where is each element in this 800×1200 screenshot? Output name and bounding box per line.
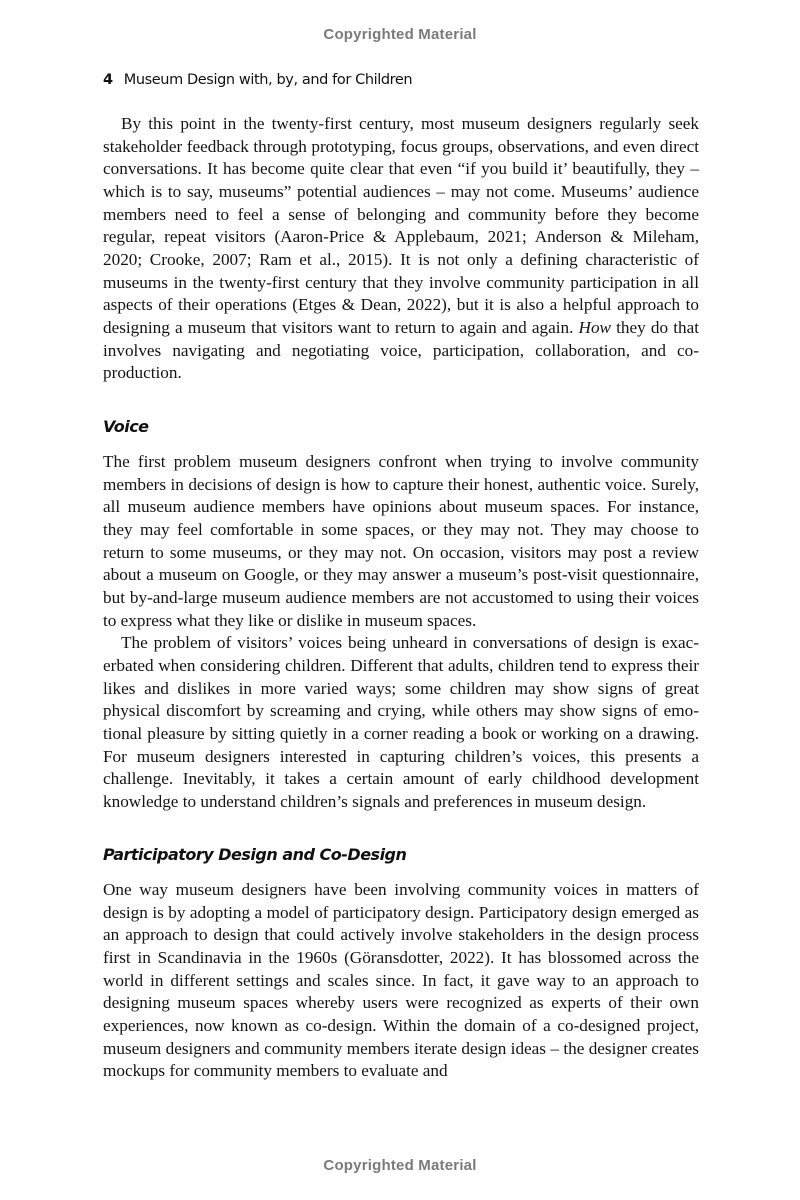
intro-emphasis: How (578, 317, 612, 337)
intro-text-b: they do that involves navigating and negotiating voice, participation, collaboration, and co-production. (103, 317, 699, 383)
intro-paragraph (103, 113, 699, 385)
voice-paragraph-2: The problem of visitors’ voices being unheard in conversations of design is exacerbated when considering children. Different that adults, children tend to express their likes and dislikes in more varied ways; some children may show signs of great physical discomfort by screaming and crying, while others may show signs of emotional pleasure by sitting quietly in a corner reading a book or working on a drawing. For museum designers interested in capturing children’s voices, this presents a challenge. Inevitably, it takes a certain amount of early childhood development knowledge to understand children’s signals and preferences in museum design. (103, 633, 699, 811)
section-heading-voice: Voice (103, 417, 149, 436)
copyright-watermark-bottom: Copyrighted Material (323, 1157, 477, 1174)
section-heading-participatory-design: Participatory Design and Co-Design (103, 845, 407, 864)
copyright-watermark-top: Copyrighted Material (323, 26, 477, 43)
book-title: Museum Design with, by, and for Children (123, 72, 413, 88)
participatory-design-section (103, 879, 699, 1083)
running-head (103, 72, 412, 88)
intro-text-a: By this point in the twenty-first century, most museum designers regularly seek stakeholder feedback through prototyping, focus groups, observations, and even direct conversations. It has become quite clear that even “if you build it’ beautifully, they – which is to say, museums” potential audiences – may not come. Museums’ audience members need to feel a sense of belonging and community before they become regular, repeat visitors (Aaron-Price & Applebaum, 2021; Anderson & Mileham, 2020; Crooke, 2007; Ram et al., 2015). It is not only a defining characteristic of museums in the twenty-first century that they involve community participation in all aspects of their operations (Etges & Dean, 2022), but it is also a helpful approach to designing a museum that visitors want to return to again and again. (103, 114, 699, 337)
voice-section (103, 451, 699, 814)
participatory-paragraph-1: One way museum designers have been involving community voices in matters of design is by adopting a model of participatory design. Participatory design emerged as an approach to design that could actively involve stakeholders in the design process first in Scandinavia in the 1960s (Göransdotter, 2022). It has blossomed across the world in different settings and scales since. In fact, it gave way to an approach to designing museum spaces whereby users were recognized as experts of their own experiences, now known as co-design. Within the domain of a co-designed project, museum designers and community members iterate design ideas – the designer creates mockups for community members to evaluate and (103, 880, 699, 1081)
page-number: 4 (103, 72, 113, 88)
voice-paragraph-1: The first problem museum designers confront when trying to involve community members in decisions of design is how to capture their honest, authentic voice. Surely, all museum audience members have opinions about museum spaces. For instance, they may feel comfortable in some spaces, or they may not. They may choose to return to some museums, or they may not. On occasion, visitors may post a review about a museum on Google, or they may answer a museum’s post-visit questionnaire, but by-and-large museum audience members are not accustomed to using their voices to express what they like or dislike in museum spaces. (103, 452, 699, 630)
intro-section (103, 113, 699, 385)
